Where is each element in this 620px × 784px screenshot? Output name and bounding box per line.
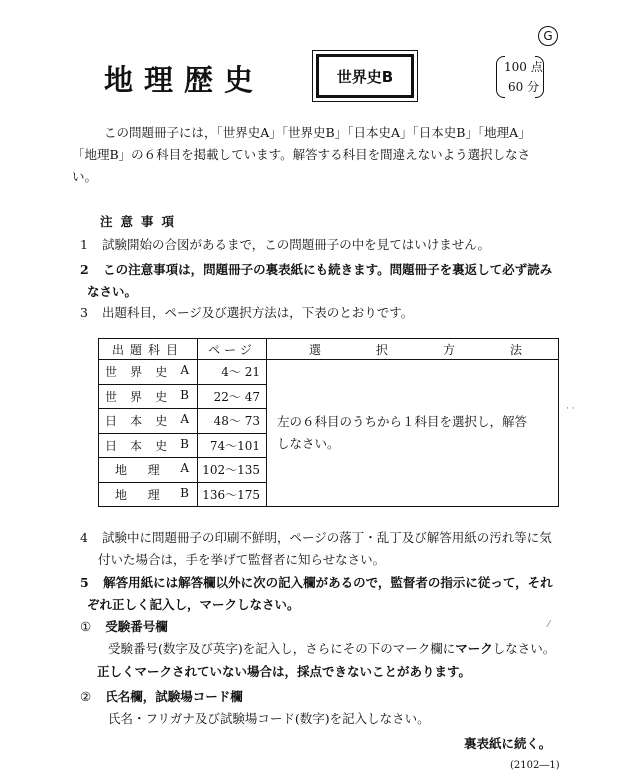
subject-char: 世 [105,365,118,380]
score-minutes: 60 分 [508,80,540,94]
subject-char: A [180,363,189,378]
item-number: 3 [80,305,88,320]
subject-char: 史 [155,389,168,404]
subject-box [312,50,418,102]
pages-cell: 136～175 [198,482,267,507]
subject-cell [99,433,198,458]
sub-number: ② [80,689,92,704]
subject-cell [99,482,198,507]
pages-cell: 74～101 [198,433,267,458]
subject-cell [99,360,198,385]
notice-item-2 [80,259,552,303]
intro-line: 「地理B」の６科目を掲載しています。解答する科目を間違えないよう選択しなさ [72,147,531,162]
subject-cell [99,384,198,409]
score-time-box [496,56,544,96]
continue-note: 裏表紙に続く。 [464,736,552,751]
item-number: 1 [80,237,88,252]
method-header-char: 法 [509,342,522,357]
table-row [99,360,559,385]
method-line: 左の６科目のうちから１科目を選択し，解答 [277,414,528,429]
subject-char: B [180,436,189,451]
method-header-char: 選 [309,342,322,357]
method-line: しなさい。 [277,436,340,451]
method-cell [267,360,559,507]
subject-char: B [180,387,189,402]
item-number: 2 [80,262,89,277]
subject-char: 史 [155,438,168,453]
scan-speck: · · [566,404,575,414]
subject-char: 本 [130,414,143,429]
item-text: 出題科目，ページ及び選択方法は，下表のとおりです。 [101,305,414,320]
item-text: ぞれ正しく記入し，マークしなさい。 [87,597,300,612]
intro-paragraph [72,122,568,188]
item-text: 付いた場合は，手を挙げて監督者に知らせなさい。 [98,552,386,567]
subject-cell [99,458,198,483]
subject-char: 地 [115,487,128,502]
header-pages: ページ [198,339,267,360]
method-header-char: 方 [442,342,455,357]
sub-item-2 [80,686,243,708]
sub-heading: 氏名欄，試験場コード欄 [105,689,243,704]
item-number: 5 [80,575,89,590]
page-title: 地理歴史 [104,63,265,97]
sub-item-1-text: 受験番号(数字及び英字)を記入し，さらにその下のマーク欄にマークしなさい。 [108,641,556,656]
subject-char: 界 [130,389,143,404]
subject-label: 世界史B [316,54,414,98]
subject-char: 史 [155,365,168,380]
sub-item-1 [80,616,168,638]
page-code: (2102―1) [510,760,560,771]
notice-item-4 [80,527,552,571]
pages-cell: 4～ 21 [198,360,267,385]
subject-char: 地 [115,463,128,478]
method-header-char: 択 [375,342,388,357]
pages-cell: 48～ 73 [198,409,267,434]
subject-char: 理 [147,463,160,478]
subject-char: A [180,461,189,476]
subject-char: 理 [147,487,160,502]
sub-item-1-note: 正しくマークされていない場合は，採点できないことがあります。 [97,664,472,679]
sub-item-2-text: 氏名・フリガナ及び試験場コード(数字)を記入しなさい。 [108,711,430,726]
item-number: 4 [80,530,88,545]
intro-line: この問題冊子には，「世界史A」「世界史B」「日本史A」「日本史B」「地理A」 [104,125,531,140]
notice-heading: 注意事項 [100,214,183,229]
score-points: 100 点 [504,60,543,74]
scan-speck: ⁄ [548,620,550,630]
subject-char: B [180,485,189,500]
notice-item-3 [80,302,413,324]
item-text: 解答用紙には解答欄以外に次の記入欄があるので，監督者の指示に従って，それ [103,575,553,590]
sub-heading: 受験番号欄 [105,619,168,634]
sub-number: ① [80,619,92,634]
subject-char: 日 [105,438,118,453]
notice-item-1 [80,234,490,256]
method-header-text [267,341,558,358]
notice-item-5 [80,572,553,616]
pages-cell: 102～135 [198,458,267,483]
item-text: 試験中に問題冊子の印刷不鮮明，ページの落丁・乱丁及び解答用紙の汚れ等に気 [101,530,552,545]
pages-cell: 22～ 47 [198,384,267,409]
subject-char: 日 [105,414,118,429]
exam-version-badge: G [538,26,558,46]
subject-char: 界 [130,365,143,380]
intro-line: い。 [72,169,98,184]
subject-char: 本 [130,438,143,453]
subject-char: 史 [155,414,168,429]
subject-char: 世 [105,389,118,404]
subject-table [98,338,559,507]
item-text: 試験開始の合図があるまで，この問題冊子の中を見てはいけません。 [101,237,490,252]
subject-char: A [180,412,189,427]
header-method [267,339,559,360]
item-text: この注意事項は，問題冊子の裏表紙にも続きます。問題冊子を裏返して必ず読み [103,262,553,277]
header-subject: 出題科目 [99,339,198,360]
table-header-row [99,339,559,360]
item-text: なさい。 [87,284,138,299]
subject-cell [99,409,198,434]
